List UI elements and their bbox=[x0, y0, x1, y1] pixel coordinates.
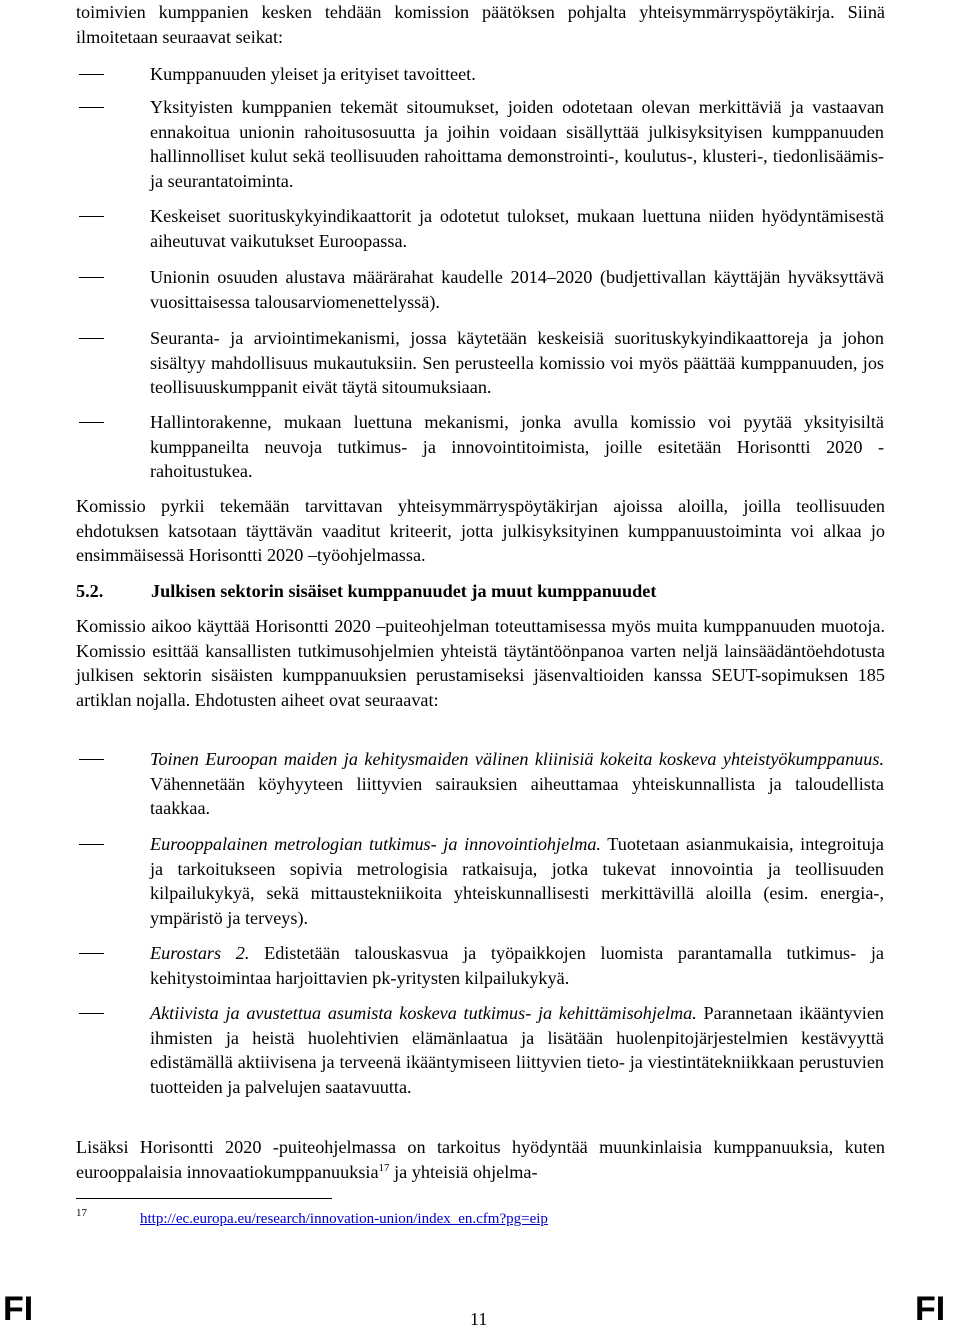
item-body: Vähennetään köyhyyteen liittyvien sairauksien aiheuttamaa yhteiskunnallista ja taloudellista taakkaa. bbox=[150, 773, 884, 818]
item-title: Toinen Euroopan maiden ja kehitysmaiden välinen kliinisiä kokeita koskeva yhteistyökumppanuus. bbox=[150, 749, 884, 769]
footnote-divider bbox=[76, 1198, 332, 1199]
list-item: Kumppanuuden yleiset ja erityiset tavoitteet. bbox=[150, 64, 476, 84]
list-item bbox=[75, 747, 884, 821]
list-item: Unionin osuuden alustava määrärahat kaudelle 2014–2020 (budjettivallan käyttäjän hyväksyttävä vuosittaisessa talousarviomenettelyssä). bbox=[150, 267, 884, 312]
footnote-reference[interactable]: 17 bbox=[378, 1161, 390, 1174]
list-item: Seuranta- ja arviointimekanismi, jossa käytetään keskeisiä suorituskykyindikaattoreja ja johon sisältyy mahdollisuus mukautuksiin. Sen perusteella komissio voi myös päättää kumppanuuden, jos teollisuuskumppanit eivät täytä sitoumuksiaan. bbox=[150, 328, 884, 397]
item-body: Parannetaan ikääntyvien ihmisten ja heistä huolehtivien elämänlaatua ja lisätään huolenpitojärjestelmien kestävyyttä edistämällä aktiivisena ja terveenä ikääntymiseen liittyvien tieto- ja viestintätekniikkaan perustuvien tuotteiden ja palvelujen saatavuutta. bbox=[150, 1003, 885, 1097]
list-item bbox=[75, 941, 884, 990]
paragraph: Lisäksi Horisontti 2020 -puiteohjelmassa on tarkoitus hyödyntää muunkinlaisia kumppanuuksia, kuten eurooppalaisia innovaatiokumppanuuksia$^{17}$ ja yhteisiä ohjelma- bbox=[76, 1137, 885, 1182]
section-title: Julkisen sektorin sisäiset kumppanuudet ja muut kumppanuudet bbox=[151, 581, 657, 601]
footnote-link[interactable]: http://ec.europa.eu/research/innovation-union/index_en.cfm?pg=eip bbox=[140, 1211, 548, 1227]
item-body: Tuotetaan asianmukaisia, integroituja ja tarkoitukseen sopivia metrologisia ratkaisuja, jotka tukevat innovointia ja teollisuuden kilpailukykyä, sekä mittaustekniikoita yhteiskunnallisesti merkittävillä aloilla (esim. energia-, ympäristö ja terveys). bbox=[150, 834, 884, 928]
list-item bbox=[75, 1001, 884, 1099]
page-number: 11 bbox=[470, 1309, 488, 1329]
list-item bbox=[75, 832, 884, 930]
item-title: Eurostars 2. bbox=[150, 943, 250, 963]
footnote-number: 17 bbox=[76, 1207, 87, 1219]
footer-language-right: FI bbox=[915, 1290, 946, 1328]
footer-language-left: FI bbox=[3, 1290, 34, 1328]
item-title: Eurooppalainen metrologian tutkimus- ja innovointiohjelma. bbox=[150, 834, 601, 854]
list-item: Hallintorakenne, mukaan luettuna mekanismi, jonka avulla komissio voi pyytää yksityisiltä kumppaneilta neuvoja tutkimus- ja innovointitoimista, joille esitetään Horisontti 2020 -rahoitustukea. bbox=[150, 412, 884, 481]
item-title: Aktiivista ja avustettua asumista koskeva tutkimus- ja kehittämisohjelma. bbox=[150, 1003, 697, 1023]
paragraph: Komissio pyrkii tekemään tarvittavan yhteisymmärryspöytäkirjan ajoissa aloilla, joilla teollisuuden ehdotuksen katsotaan täyttävän vaaditut kriteerit, jotta julkisyksityinen kumppanuustoiminta voi alkaa jo ensimmäisessä Horisontti 2020 –työohjelmassa. bbox=[76, 496, 885, 565]
section-heading bbox=[76, 579, 885, 604]
intro-paragraph: toimivien kumppanien kesken tehdään komission päätöksen pohjalta yhteisymmärryspöytäkirja. Siinä ilmoitetaan seuraavat seikat: bbox=[76, 2, 885, 47]
paragraph: Komissio aikoo käyttää Horisontti 2020 –puiteohjelman toteuttamisessa myös muita kumppanuuden muotoja. Komissio esittää kansallisten tutkimusohjelmien yhteistä täytäntöönpanoa varten neljä lainsäädäntöehdotusta julkisen sektorin sisäisten kumppanuuksien perustamiseksi jäsenvaltioiden kanssa SEUT-sopimuksen 185 artiklan nojalla. Ehdotusten aiheet ovat seuraavat: bbox=[76, 616, 885, 710]
section-number: 5.2. bbox=[76, 581, 104, 601]
list-item: Keskeiset suorituskykyindikaattorit ja odotetut tulokset, mukaan luettuna niiden hyödyntämisestä aiheutuvat vaikutukset Euroopassa. bbox=[150, 206, 884, 251]
list-item: Yksityisten kumppanien tekemät sitoumukset, joiden odotetaan olevan merkittäviä ja vastaavan ennakoitua unionin rahoitusosuutta ja joihin voidaan sisällyttää julkisyksityisen kumppanuuden hallinnolliset kulut sekä teollisuuden rahoittama demonstrointi-, koulutus-, klusteri-, tiedonlisäämis- ja seurantatoiminta. bbox=[150, 97, 884, 191]
item-body: Edistetään talouskasvua ja työpaikkojen luomista parantamalla tutkimus- ja kehitystoimintaa harjoittavien pk-yritysten kilpailukykyä. bbox=[150, 943, 884, 988]
